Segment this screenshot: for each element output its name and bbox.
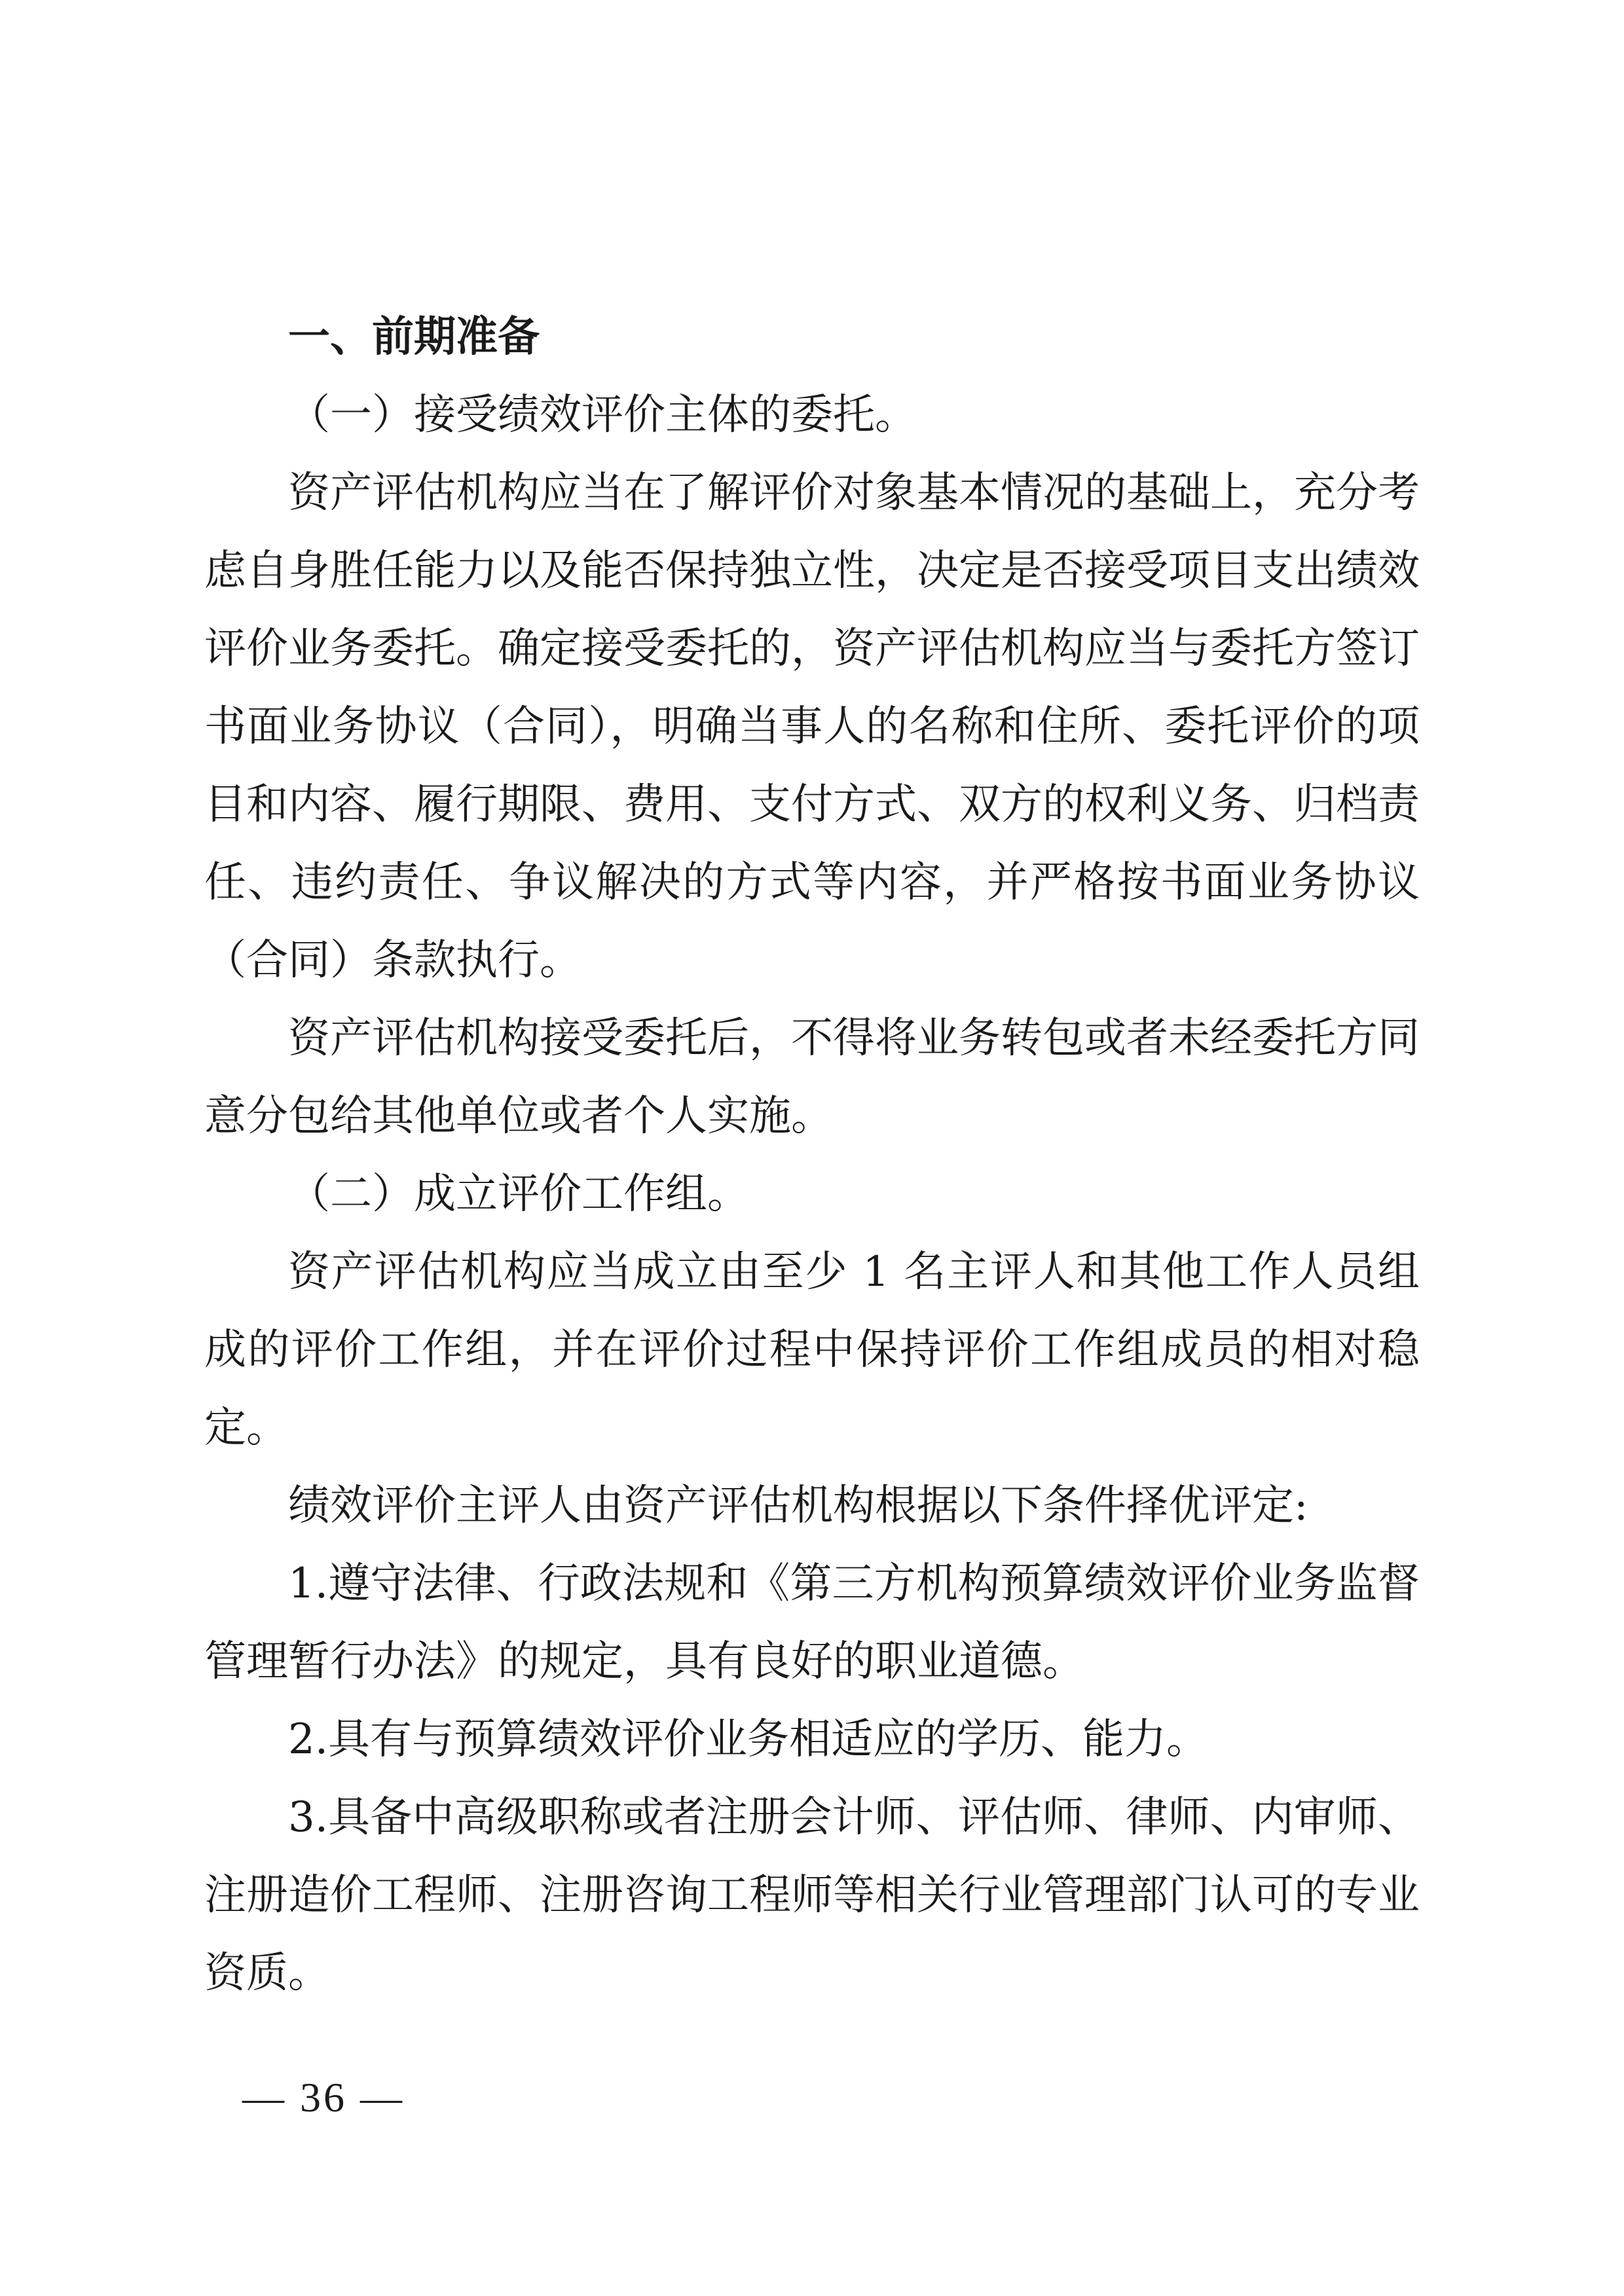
list-item-3: 3.具备中高级职称或者注册会计师、评估师、律师、内审师、注册造价工程师、注册咨询工程师等相关行业管理部门认可的专业资质。 xyxy=(204,1793,1420,1997)
section-heading: 一、前期准备 xyxy=(288,313,540,361)
paragraph-acceptance: 资产评估机构应当在了解评价对象基本情况的基础上，充分考虑自身胜任能力以及能否保持独立性，决定是否接受项目支出绩效评价业务委托。确定接受委托的，资产评估机构应当与委托方签订书面业务协议（合同），明确当事人的名称和住所、委托评价的项目和内容、履行期限、费用、支付方式、双方的权利义务、归档责任、违约责任、争议解决的方式等内容，并严格按书面业务协议（合同）条款执行。 xyxy=(204,469,1420,985)
list-item-1: 1.遵守法律、行政法规和《第三方机构预算绩效评价业务监督管理暂行办法》的规定，具有良好的职业道德。 xyxy=(204,1559,1420,1686)
paragraph-lead-evaluator: 绩效评价主评人由资产评估机构根据以下条件择优评定: xyxy=(288,1482,1308,1530)
document-body xyxy=(204,299,1420,2013)
list-item-2: 2.具有与预算绩效评价业务相适应的学历、能力。 xyxy=(288,1715,1209,1764)
page-number: — 36 — xyxy=(242,2074,405,2121)
subsection-title-1: （一）接受绩效评价主体的委托。 xyxy=(288,391,917,439)
paragraph-work-group: 资产评估机构应当成立由至少 1 名主评人和其他工作人员组成的评价工作组，并在评价过程中保持评价工作组成员的相对稳定。 xyxy=(204,1248,1420,1452)
subsection-title-2: （二）成立评价工作组。 xyxy=(288,1170,749,1218)
paragraph-subcontract: 资产评估机构接受委托后，不得将业务转包或者未经委托方同意分包给其他单位或者个人实施。 xyxy=(204,1014,1420,1140)
